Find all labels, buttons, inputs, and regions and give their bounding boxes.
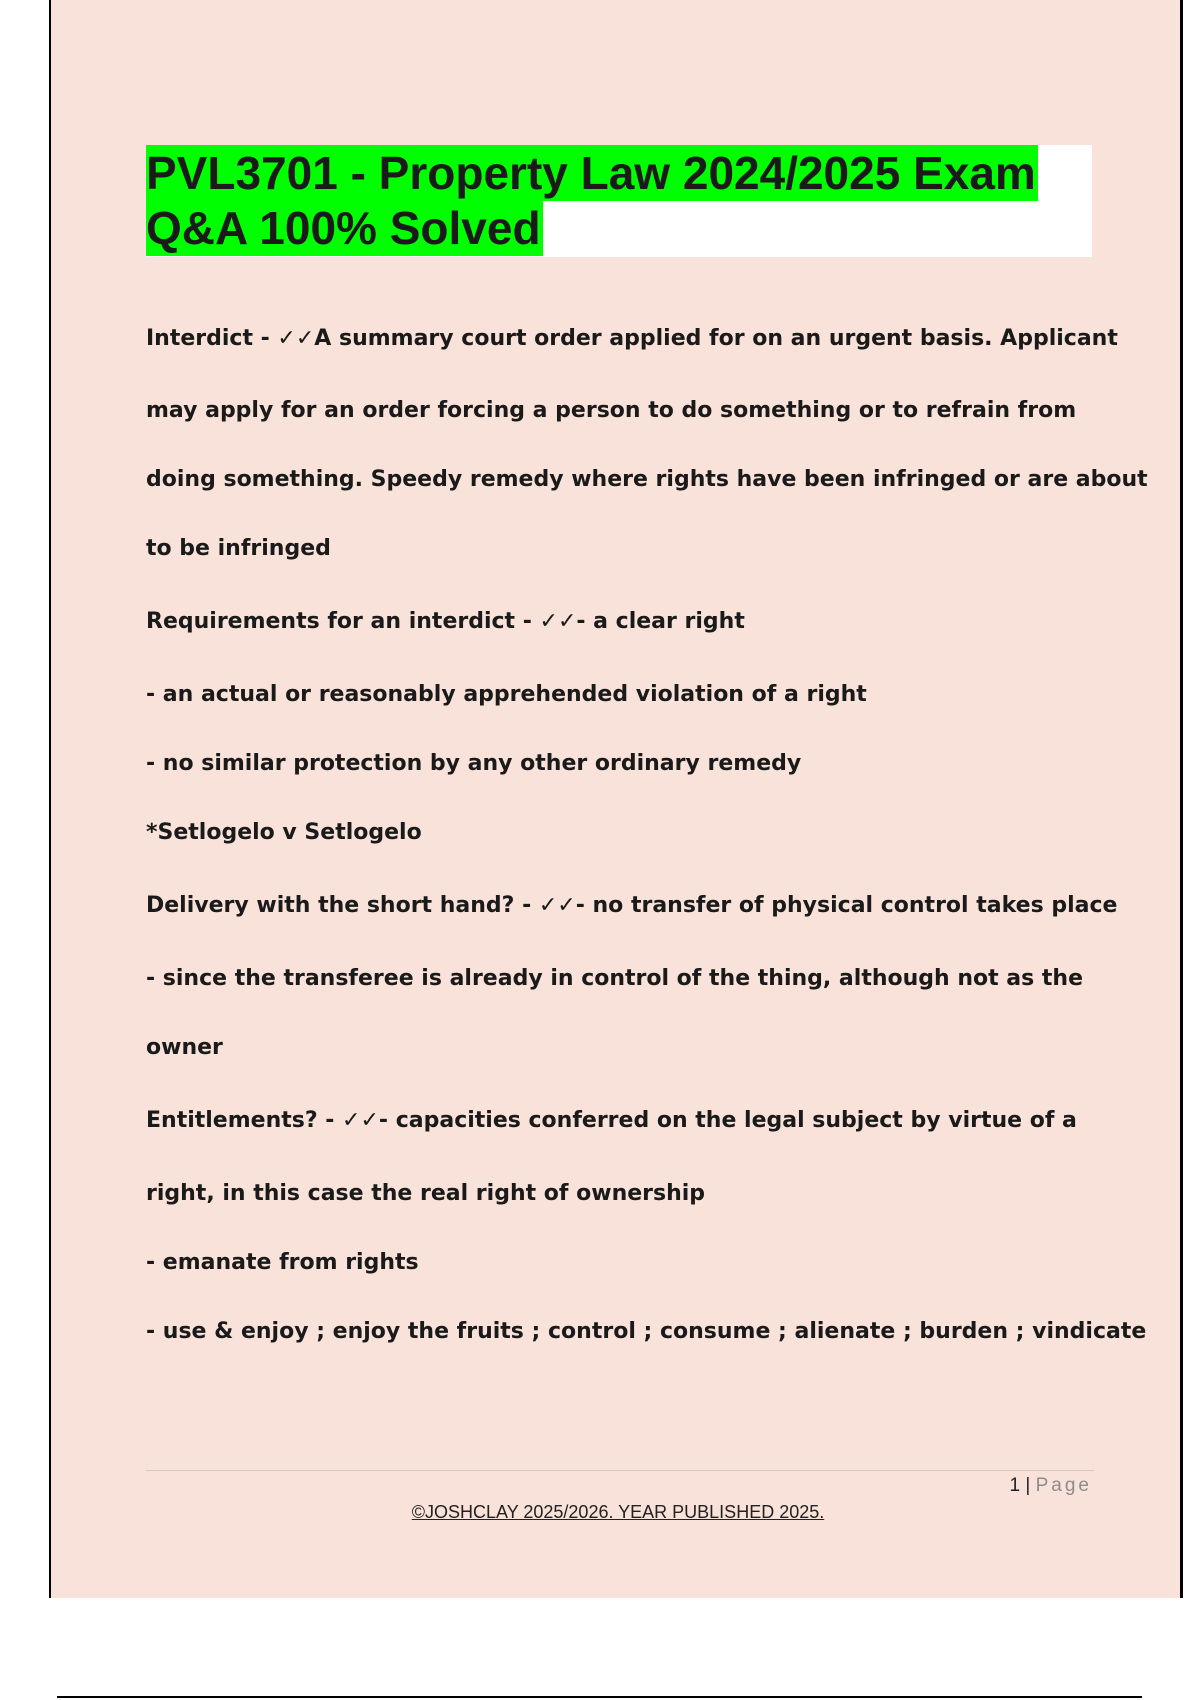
body-line-requirements: Requirements for an interdict - ✓✓- a clear right (146, 609, 745, 634)
body-line: doing something. Speedy remedy where rights have been infringed or are about (146, 467, 1148, 492)
body-line: - use & enjoy ; enjoy the fruits ; control ; consume ; alienate ; burden ; vindicate (146, 1319, 1147, 1344)
document-title-line-1: PVL3701 - Property Law 2024/2025 Exam (146, 147, 1036, 199)
copyright-notice: ©JOSHCLAY 2025/2026. YEAR PUBLISHED 2025. (411, 1502, 825, 1522)
bottom-divider (57, 1696, 1142, 1698)
document-title-line-2: Q&A 100% Solved (146, 202, 541, 254)
body-line: - an actual or reasonably apprehended violation of a right (146, 682, 867, 707)
body-line-entitlements: Entitlements? - ✓✓- capacities conferred on the legal subject by virtue of a (146, 1108, 1077, 1133)
body-line-delivery: Delivery with the short hand? - ✓✓- no transfer of physical control takes place (146, 893, 1118, 918)
body-line: - no similar protection by any other ordinary remedy (146, 751, 802, 776)
page-number-separator: | (1020, 1475, 1036, 1496)
body-line-interdict: Interdict - ✓✓A summary court order applied for on an urgent basis. Applicant (146, 326, 1118, 351)
body-line: - since the transferee is already in control of the thing, although not as the (146, 966, 1083, 991)
document-page (49, 0, 1183, 1598)
page-label: Page (1035, 1475, 1092, 1496)
body-line: to be infringed (146, 536, 331, 561)
body-line: may apply for an order forcing a person to do something or to refrain from (146, 398, 1077, 423)
footer-divider (146, 1470, 1094, 1471)
body-line-case: *Setlogelo v Setlogelo (146, 820, 422, 845)
body-line: - emanate from rights (146, 1250, 419, 1275)
page-number-value: 1 (1009, 1475, 1021, 1496)
page-number (1010, 1475, 1092, 1497)
body-line: owner (146, 1035, 223, 1060)
title-block (146, 145, 1092, 257)
body-line: right, in this case the real right of ownership (146, 1181, 706, 1206)
